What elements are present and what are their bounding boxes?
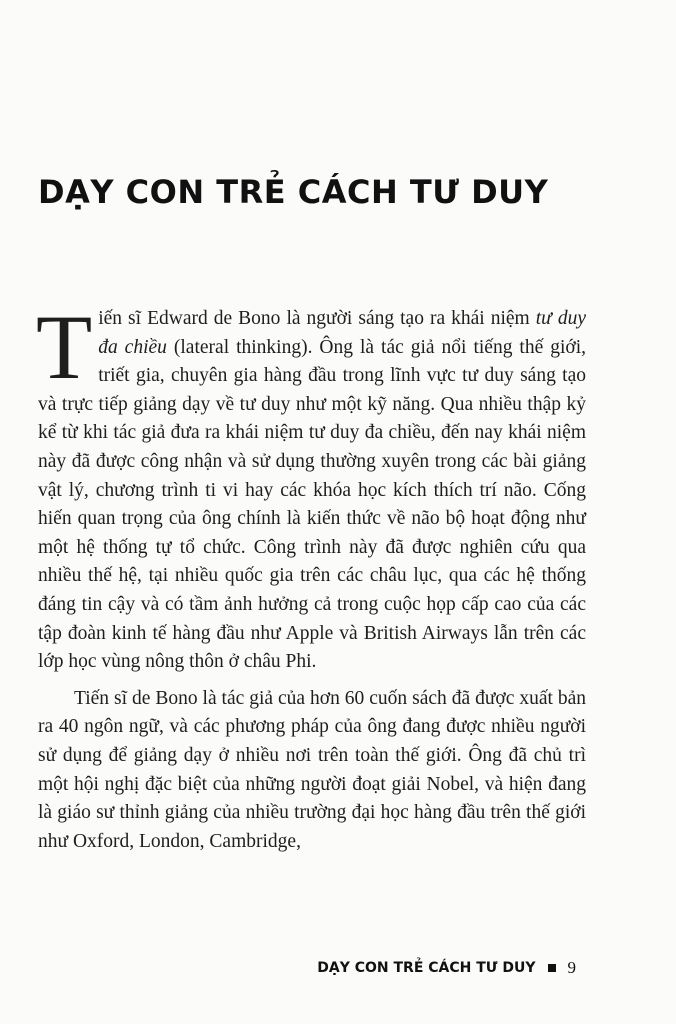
paragraph-2: Tiến sĩ de Bono là tác giả của hơn 60 cuốn sách đã được xuất bản ra 40 ngôn ngữ, và các phương pháp của ông đang được nhiều người sử dụng để giảng dạy ở nhiều nơi trên toàn thế giới. Ông đã chủ trì một hội nghị đặc biệt của những người đoạt giải Nobel, và hiện đang là giáo sư thỉnh giảng của nhiều trường đại học hàng đầu trên thế giới như Oxford, London, Cambridge,	[38, 687, 586, 852]
paragraph-1	[36, 296, 586, 677]
drop-cap: T	[36, 296, 93, 398]
paragraph-1-rest: (lateral thinking). Ông là tác giả nổi tiếng thế giới, triết gia, chuyên gia hàng đầu trong lĩnh vực tư duy sáng tạo và trực tiếp giảng dạy về tư duy như một kỹ năng. Qua nhiều thập kỷ kể từ khi tác giả đưa ra khái niệm tư duy đa chiều, đến nay khái niệm này đã được công nhận và sử dụng thường xuyên trong các bài giảng vật lý, chương trình ti vi hay các khóa học kích thích trí não. Cống hiến quan trọng của ông chính là kiến thức về não bộ hoạt động như một hệ thống tự tổ chức. Công trình này đã được nghiên cứu qua nhiều thế hệ, tại nhiều quốc gia trên các châu lục, qua các hệ thống đáng tin cậy và có tầm ảnh hưởng cả trong cuộc họp cấp cao của các tập đoàn kinh tế hàng đầu như Apple và British Airways lẫn trên các lớp học vùng nông thôn ở châu Phi.	[38, 336, 586, 673]
page-number: 9	[567, 958, 576, 977]
page-footer	[317, 958, 576, 978]
square-bullet-icon	[548, 964, 556, 972]
running-title: DẠY CON TRẺ CÁCH TƯ DUY	[317, 960, 536, 976]
paragraph-1-intro: iến sĩ Edward de Bono là người sáng tạo ra khái niệm	[98, 308, 536, 329]
italic-term: tư duy đa chiều	[98, 308, 586, 358]
chapter-title: DẠY CON TRẺ CÁCH TƯ DUY	[38, 173, 549, 212]
body-text	[36, 296, 586, 856]
